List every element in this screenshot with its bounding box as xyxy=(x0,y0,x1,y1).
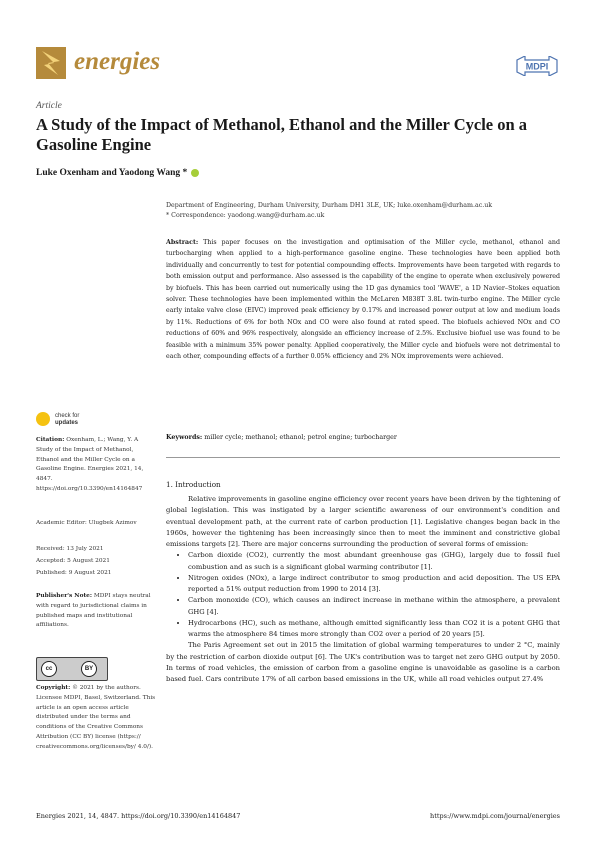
section-divider xyxy=(166,457,560,458)
cc-license-icon[interactable] xyxy=(36,657,108,681)
correspondence: * Correspondence: yaodong.wang@durham.ac.uk xyxy=(166,212,325,219)
abstract-text: This paper focuses on the investigation and optimisation of the Miller cycle, methanol, ethanol and turbocharging when applied to a high-performance gasoline engine. These technologies have been applied both individually and concurrently to test for potential compounding effects. Improvements have been targeted with regards to both emission output and performance. Also assessed is the capability of the engine to operate when exclusively powered by biofuels. This has been carried out numerically using the 1D gas dynamics tool 'WAVE', a 1D Navier–Stokes equation solver. These technologies have been implemented within the McLaren M838T 3.8L twin-turbo engine. The Miller cycle early intake valve close (EIVC) improved peak efficiency by 0.17% and increased power output at low and medium loads by 11%. Reductions of 6% for both NOx and CO were also found at rated speed. The biofuels achieved NOx and CO reductions of 60% and 96% respectively, alongside an efficiency increase of 2.5%. Exclusive biofuel use was found to be feasible with a minimum 35% power penalty. Applied cooperatively, the Miller cycle and biofuels were not detrimental to each other, compounding effects of a further 0.05% efficiency and 2% NOx improvements were achieved. xyxy=(166,239,560,361)
citation-label: Citation: xyxy=(36,437,65,443)
keywords-label: Keywords: xyxy=(166,434,203,441)
list-item: • Carbon monoxide (CO), which causes an indirect increase in methane within the atmosphere, a prevalent GHG [4]. xyxy=(188,595,560,618)
received-date: Received: 13 July 2021 xyxy=(36,546,104,552)
by-badge: BY xyxy=(81,661,97,677)
citation xyxy=(36,436,156,495)
footer-citation: Energies 2021, 14, 4847. https://doi.org/10.3390/en14164847 xyxy=(36,812,241,820)
copyright xyxy=(36,684,156,753)
mdpi-logo-text: MDPI xyxy=(525,61,549,72)
article-type: Article xyxy=(36,101,62,111)
journal-logo-icon xyxy=(36,47,66,79)
author-list xyxy=(36,168,199,178)
academic-editor: Academic Editor: Ulugbek Azimov xyxy=(36,520,137,526)
check-updates-icon xyxy=(36,412,50,426)
cc-badge: cc xyxy=(41,661,57,677)
check-line-1: check for xyxy=(55,413,80,419)
check-line-2: updates xyxy=(55,420,79,426)
mdpi-logo-icon xyxy=(515,56,559,76)
publisher-note-text: MDPI stays neutral with regard to jurisdictional claims in published maps and institutional affiliations. xyxy=(36,593,151,629)
accepted-date: Accepted: 5 August 2021 xyxy=(36,558,110,564)
keywords xyxy=(166,432,560,443)
intro-paragraph-2: The Paris Agreement set out in 2015 the limitation of global warming temperatures to under 2 °C, mainly by the restriction of carbon dioxide output [6]. The UK's contribution was to target net zero GHG output by 2050. In terms of road vehicles, the emission of carbon from a gasoline engine is unavoidable as gasoline is a carbon based fuel. Cars contribute 17% of all carbon based emissions in the UK, while all road vehicles output 27.4% xyxy=(166,641,560,683)
list-item: • Nitrogen oxides (NOx), a large indirect contributor to smog production and acid deposition. The US EPA reported a 51% output reduction from 1990 to 2014 [3]. xyxy=(188,573,560,596)
authors-text: Luke Oxenham and Yaodong Wang * xyxy=(36,168,188,178)
footer-journal-url[interactable]: https://www.mdpi.com/journal/energies xyxy=(430,812,560,820)
introduction-body xyxy=(166,494,560,685)
publisher-note xyxy=(36,592,156,631)
affiliation: Department of Engineering, Durham University, Durham DH1 3LE, UK; luke.oxenham@durham.ac.uk xyxy=(166,202,493,209)
copyright-text: © 2021 by the authors. Licensee MDPI, Basel, Switzerland. This article is an open access article distributed under the terms and conditions of the Creative Commons Attribution (CC BY) license (https:// creativecommons.org/licenses/by/ 4.0/). xyxy=(36,685,156,750)
keywords-text: miller cycle; methanol; ethanol; petrol engine; turbocharger xyxy=(204,434,397,441)
affiliation-block xyxy=(166,201,556,221)
emission-list xyxy=(166,550,560,640)
intro-paragraph-1: Relative improvements in gasoline engine efficiency over recent years have been driven by the tightening of global legislation. This was instigated by a larger scientific awareness of our environment's condition and eventual development path, at the current rate of carbon production [1]. Legislative changes began back in the 1960s, however the tightening has been increasingly since then to meet the imminent and constrictive global emissions targets [2]. There are major concerns surrounding the production of several forms of emission: xyxy=(166,495,560,548)
citation-text: Oxenham, L.; Wang, Y. A Study of the Impact of Methanol, Ethanol and the Miller Cycle on a Gasoline Engine. Energies 2021, 14, 4847. https://doi.org/10.3390/en14164847 xyxy=(36,437,144,492)
abstract xyxy=(166,237,560,362)
orcid-icon[interactable] xyxy=(191,169,199,177)
publisher-note-label: Publisher's Note: xyxy=(36,593,92,599)
journal-name: energies xyxy=(74,48,161,75)
abstract-label: Abstract: xyxy=(166,239,199,246)
section-heading: 1. Introduction xyxy=(166,480,221,489)
list-item: • Hydrocarbons (HC), such as methane, although emitted significantly less than CO2 it is a potent GHG that warms the atmosphere 84 times more strongly than CO2 over a period of 20 years [5]. xyxy=(188,618,560,641)
published-date: Published: 9 August 2021 xyxy=(36,570,112,576)
copyright-label: Copyright: xyxy=(36,685,71,691)
list-item: • Carbon dioxide (CO2), currently the most abundant greenhouse gas (GHG), largely due to fossil fuel combustion and as such is a significant global warming contributor [1]. xyxy=(188,550,560,573)
paper-title: A Study of the Impact of Methanol, Ethanol and the Miller Cycle on a Gasoline Engine xyxy=(36,115,528,154)
